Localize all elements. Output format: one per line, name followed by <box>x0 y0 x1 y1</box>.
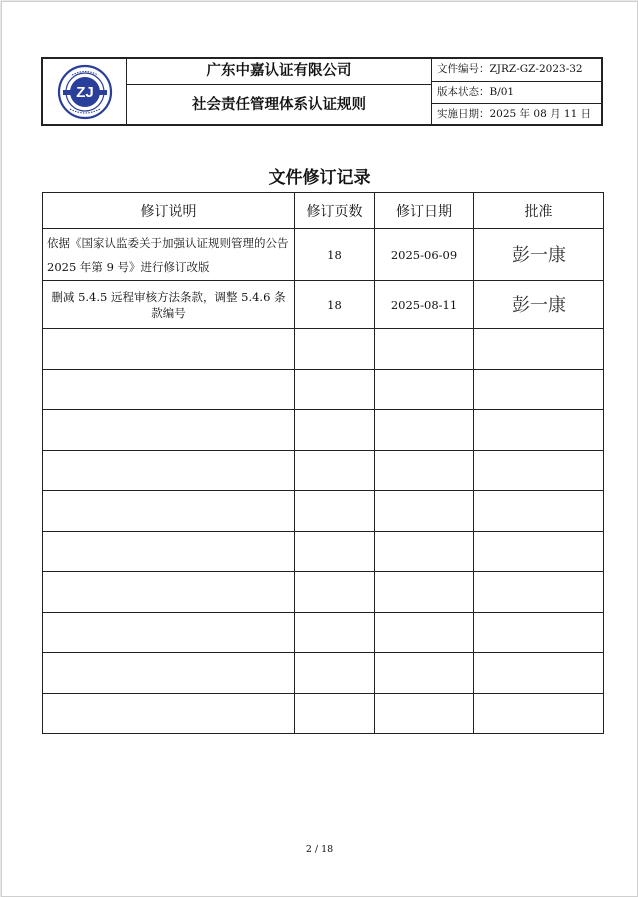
column-header: 修订说明 <box>43 193 295 229</box>
empty-cell <box>474 531 604 572</box>
empty-cell <box>43 531 295 572</box>
doc-number: 文件编号：ZJRZ-GZ-2023-32 <box>432 59 601 82</box>
empty-cell <box>295 531 375 572</box>
empty-cell <box>375 491 474 532</box>
empty-cell <box>474 612 604 653</box>
approval-signature <box>474 281 604 329</box>
empty-cell <box>474 572 604 613</box>
table-row <box>43 572 604 613</box>
empty-cell <box>43 450 295 491</box>
version-status: 版本状态：B/01 <box>432 82 601 105</box>
empty-cell <box>295 410 375 451</box>
empty-cell <box>375 410 474 451</box>
column-header: 批准 <box>474 193 604 229</box>
empty-cell <box>295 693 375 734</box>
header-title-column <box>127 59 432 124</box>
empty-cell <box>474 329 604 370</box>
table-row <box>43 653 604 694</box>
empty-cell <box>375 612 474 653</box>
empty-cell <box>474 491 604 532</box>
approval-signature <box>474 229 604 281</box>
empty-cell <box>43 369 295 410</box>
empty-cell <box>375 369 474 410</box>
table-row <box>43 229 604 281</box>
empty-cell <box>43 491 295 532</box>
empty-cell <box>295 450 375 491</box>
empty-cell <box>474 653 604 694</box>
empty-cell <box>43 410 295 451</box>
document-header <box>41 57 603 126</box>
empty-cell <box>375 572 474 613</box>
empty-cell <box>43 612 295 653</box>
empty-cell <box>295 329 375 370</box>
table-row <box>43 281 604 329</box>
signature-text: 彭一康 <box>511 244 566 266</box>
document-title: 社会责任管理体系认证规则 <box>192 97 366 113</box>
header-meta-column <box>432 59 601 124</box>
empty-cell <box>43 693 295 734</box>
page-number: 2 / 18 <box>305 844 334 855</box>
empty-cell <box>43 653 295 694</box>
logo-text: ZJ <box>75 83 94 101</box>
empty-cell <box>474 369 604 410</box>
revision-pages: 18 <box>295 229 375 281</box>
column-header: 修订页数 <box>295 193 375 229</box>
empty-cell <box>474 410 604 451</box>
signature-icon <box>507 290 571 320</box>
empty-cell <box>375 531 474 572</box>
company-logo-icon <box>57 64 113 120</box>
empty-cell <box>375 693 474 734</box>
revision-description: 删减 5.4.5 远程审核方法条款，调整 5.4.6 条款编号 <box>43 281 295 329</box>
table-row <box>43 450 604 491</box>
table-row <box>43 369 604 410</box>
empty-cell <box>295 491 375 532</box>
revision-pages: 18 <box>295 281 375 329</box>
signature-icon <box>507 240 571 270</box>
empty-cell <box>474 450 604 491</box>
table-row <box>43 693 604 734</box>
table-row <box>43 410 604 451</box>
table-row <box>43 612 604 653</box>
table-header-row <box>43 193 604 229</box>
revision-table <box>42 192 604 734</box>
empty-cell <box>295 612 375 653</box>
revision-date: 2025-06-09 <box>375 229 474 281</box>
empty-cell <box>474 693 604 734</box>
signature-text: 彭一康 <box>511 294 566 316</box>
empty-cell <box>375 450 474 491</box>
effective-date: 实施日期：2025 年 08 月 11 日 <box>437 108 592 120</box>
empty-cell <box>375 653 474 694</box>
section-title: 文件修订记录 <box>268 168 371 188</box>
empty-cell <box>295 653 375 694</box>
revision-description: 依据《国家认监委关于加强认证规则管理的公告 2025 年第 9 号》进行修订改版 <box>43 229 295 281</box>
company-name: 广东中嘉认证有限公司 <box>127 59 431 85</box>
table-row <box>43 491 604 532</box>
revision-date: 2025-08-11 <box>375 281 474 329</box>
empty-cell <box>295 572 375 613</box>
logo-cell <box>43 59 127 124</box>
empty-cell <box>43 572 295 613</box>
empty-cell <box>43 329 295 370</box>
empty-cell <box>375 329 474 370</box>
document-page <box>1 1 638 897</box>
table-row <box>43 531 604 572</box>
table-row <box>43 329 604 370</box>
column-header: 修订日期 <box>375 193 474 229</box>
empty-cell <box>295 369 375 410</box>
